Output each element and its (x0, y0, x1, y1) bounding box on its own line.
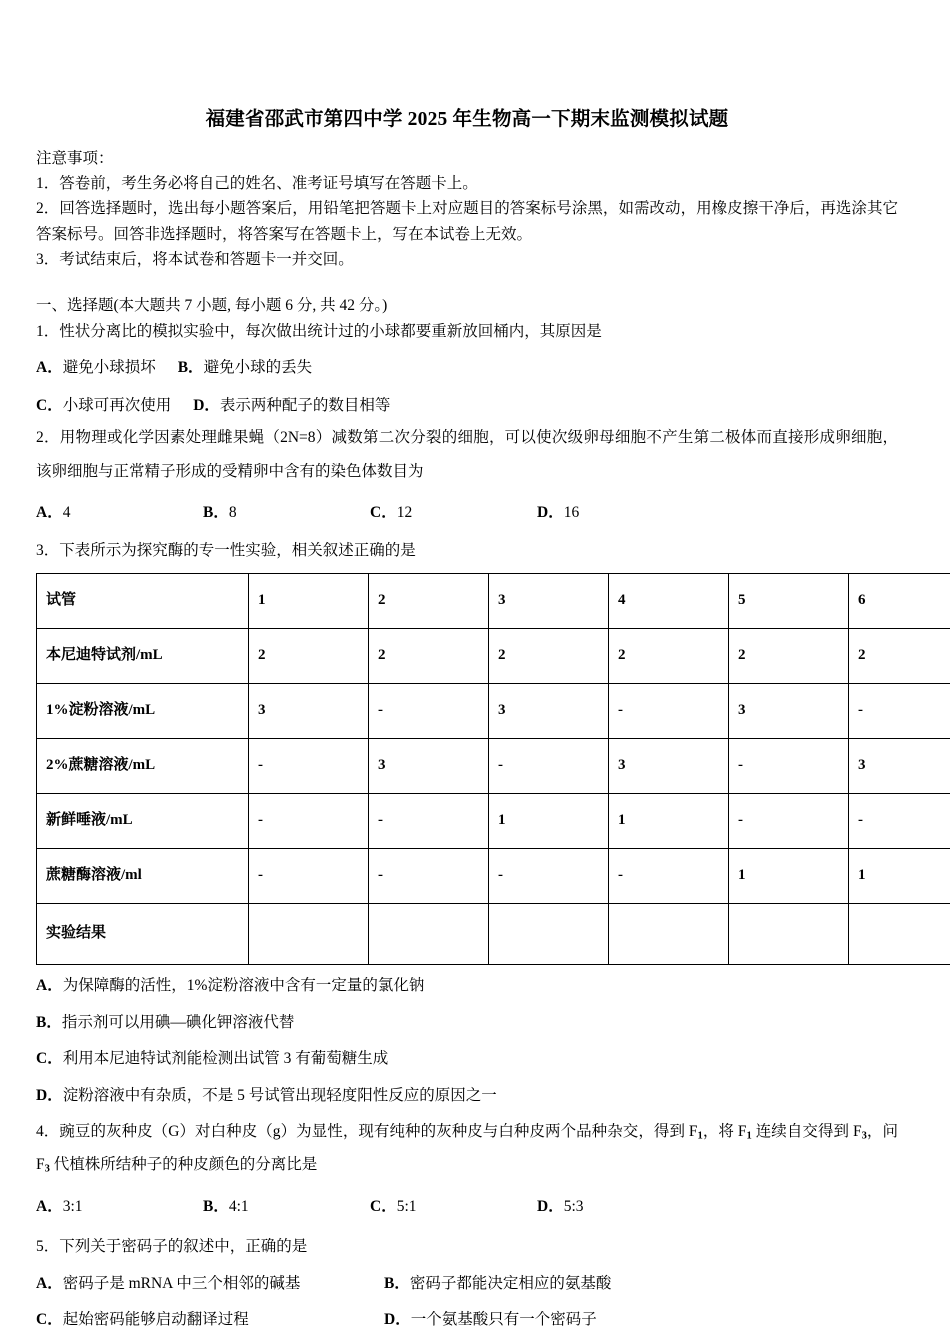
option-text: 密码子是 mRNA 中三个相邻的碱基 (62, 1274, 301, 1292)
table-cell: - (249, 848, 369, 903)
question-3-option-b-row (36, 999, 898, 1036)
question-4-number: 4． (36, 1122, 60, 1140)
question-2-option-a[interactable] (36, 501, 203, 526)
question-1-option-b[interactable] (178, 359, 312, 376)
question-3-option-a-row (36, 965, 898, 999)
table-row (37, 628, 950, 683)
notice-item-2: 2．回答选择题时，选出每小题答案后，用铅笔把答题卡上对应题目的答案标号涂黑，如需改动，用橡皮擦干净后，再选涂其它答案标号。回答非选择题时，将答案写在答题卡上，写在本试卷上无效。 (36, 200, 898, 243)
table-row-header: 2%蔗糖溶液/mL (37, 738, 249, 793)
question-3-option-a[interactable] (36, 977, 424, 994)
table-cell: 3 (489, 573, 609, 628)
table-cell: - (489, 848, 609, 903)
question-1-stem (36, 319, 898, 344)
table-row-header: 蔗糖酶溶液/ml (37, 848, 249, 903)
table-cell (249, 903, 369, 964)
question-4-text: 豌豆的灰种皮（G）对白种皮（g）为显性，现有纯种的灰种皮与白种皮两个品种杂交，得到 $F_1$，将 $F_1$ 连续自交得到 $F_3$，问 $F_3$ 代植株所结种子的种皮颜色的分离比是 (36, 1122, 898, 1175)
table-cell: - (849, 793, 950, 848)
question-2-option-d[interactable] (537, 501, 704, 526)
option-text: 一个氨基酸只有一个密码子 (410, 1311, 597, 1329)
option-label: C． (36, 1311, 63, 1329)
question-3-number: 3． (36, 541, 60, 559)
question-1-number: 1． (36, 322, 60, 340)
option-text: 小球可再次使用 (62, 397, 172, 415)
table-row-header: 新鲜唾液/mL (37, 793, 249, 848)
table-row-header: 1%淀粉溶液/mL (37, 683, 249, 738)
table-cell: - (609, 848, 729, 903)
question-1-text: 性状分离比的模拟实验中，每次做出统计过的小球都要重新放回桶内，其原因是 (59, 322, 602, 340)
section-heading-choice: 一、选择题(本大题共 7 小题, 每小题 6 分, 共 42 分。) (36, 296, 388, 314)
option-text: 8 (228, 503, 237, 521)
question-4-option-b[interactable] (203, 1195, 370, 1220)
question-1-option-c[interactable] (36, 397, 171, 414)
table-row (37, 683, 950, 738)
table-cell: 1 (249, 573, 369, 628)
question-5-options-row-2 (36, 1296, 898, 1333)
table-cell: 3 (369, 738, 489, 793)
question-3-option-c[interactable] (36, 1050, 388, 1067)
table-cell: - (729, 738, 849, 793)
table-cell (849, 903, 950, 964)
option-text: 4 (62, 503, 71, 521)
table-row-header: 本尼迪特试剂/mL (37, 628, 249, 683)
question-3-option-b[interactable] (36, 1014, 294, 1031)
table-cell (489, 903, 609, 964)
table-cell: - (249, 793, 369, 848)
question-4-stem (36, 1109, 898, 1182)
notice-heading: 注意事项： (36, 150, 114, 168)
question-2-option-b[interactable] (203, 501, 370, 526)
option-text: 淀粉溶液中有杂质，不是 5 号试管出现轻度阳性反应的原因之一 (62, 1087, 497, 1105)
option-text: 4:1 (228, 1197, 249, 1215)
table-cell: 4 (609, 573, 729, 628)
table-cell: - (369, 793, 489, 848)
table-cell: 5 (729, 573, 849, 628)
table-cell: 1 (729, 848, 849, 903)
table-row-header: 试管 (37, 573, 249, 628)
question-5-number: 5． (36, 1238, 60, 1256)
question-3-option-c-row (36, 1035, 898, 1072)
table-row (37, 738, 950, 793)
option-label: D． (193, 397, 220, 415)
table-row (37, 848, 950, 903)
table-cell: 2 (249, 628, 369, 683)
option-label: B． (177, 358, 204, 376)
question-2-text: 用物理或化学因素处理雌果蝇（2N=8）减数第二次分裂的细胞，可以使次级卵母细胞不产生第二极体而直接形成卵细胞，该卵细胞与正常精子形成的受精卵中含有的染色体数目为 (36, 429, 898, 480)
question-5-option-a[interactable] (36, 1272, 384, 1297)
option-text: 密码子都能决定相应的氨基酸 (409, 1274, 612, 1292)
option-label: B． (203, 503, 229, 521)
question-3-option-d-row (36, 1072, 898, 1109)
notice-item-1: 1．答卷前，考生务必将自己的姓名、准考证号填写在答题卡上。 (36, 175, 478, 193)
table-cell: - (849, 683, 950, 738)
question-2-option-c[interactable] (370, 501, 537, 526)
table-cell (729, 903, 849, 964)
table-row-header: 实验结果 (37, 903, 249, 964)
option-text: 指示剂可以用碘—碘化钾溶液代替 (61, 1013, 295, 1031)
generation-subscript: 1 (697, 1130, 703, 1142)
option-label: C． (36, 397, 63, 415)
question-3-option-d[interactable] (36, 1087, 497, 1104)
table-cell: - (249, 738, 369, 793)
question-3-stem (36, 526, 898, 563)
option-text: 5:1 (396, 1197, 417, 1215)
table-row (37, 573, 950, 628)
option-text: 为保障酶的活性，1%淀粉溶液中含有一定量的氯化钠 (62, 976, 425, 994)
experiment-table-wrapper (36, 563, 898, 965)
question-4-option-c[interactable] (370, 1195, 537, 1220)
question-3-text: 下表所示为探究酶的专一性实验，相关叙述正确的是 (59, 541, 416, 559)
question-5-text: 下列关于密码子的叙述中，正确的是 (59, 1238, 308, 1256)
question-2-options (36, 488, 898, 526)
table-cell (369, 903, 489, 964)
generation-subscript: 1 (746, 1130, 752, 1142)
experiment-table (36, 573, 950, 965)
option-text: 避免小球损坏 (62, 358, 156, 376)
option-label: A． (36, 1197, 63, 1215)
option-label: A． (36, 503, 63, 521)
option-label: A． (36, 976, 63, 994)
option-text: 避免小球的丢失 (203, 358, 313, 376)
option-text: 16 (563, 503, 580, 521)
option-text: 起始密码能够启动翻译过程 (62, 1311, 249, 1329)
table-cell: 3 (729, 683, 849, 738)
table-cell: 2 (849, 628, 950, 683)
question-1-options-row-2 (36, 382, 898, 421)
generation-subscript: 3 (861, 1130, 867, 1142)
option-label: A． (36, 358, 63, 376)
question-1-option-d[interactable] (193, 397, 390, 414)
option-label: A． (36, 1274, 63, 1292)
table-cell: 2 (369, 573, 489, 628)
option-label: C． (370, 503, 397, 521)
question-5-option-d[interactable] (384, 1308, 732, 1333)
generation-subscript: 3 (44, 1163, 50, 1175)
table-cell (609, 903, 729, 964)
table-cell: 1 (609, 793, 729, 848)
question-4-option-a[interactable] (36, 1195, 203, 1220)
question-2-stem (36, 421, 898, 488)
table-cell: 2 (489, 628, 609, 683)
table-row (37, 903, 950, 964)
table-cell: - (729, 793, 849, 848)
question-4-option-d[interactable] (537, 1195, 704, 1220)
table-cell: - (609, 683, 729, 738)
table-row (37, 793, 950, 848)
table-cell: 3 (489, 683, 609, 738)
question-1-options-row-1 (36, 344, 898, 383)
experiment-table-body (37, 573, 950, 964)
option-text: 利用本尼迪特试剂能检测出试管 3 有葡萄糖生成 (62, 1050, 389, 1068)
notice-block (36, 147, 898, 271)
table-cell: - (369, 683, 489, 738)
table-cell: 3 (609, 738, 729, 793)
option-label: C． (370, 1197, 397, 1215)
option-text: 表示两种配子的数目相等 (219, 397, 391, 415)
table-cell: 2 (369, 628, 489, 683)
table-cell: 1 (489, 793, 609, 848)
question-5-options-row-1 (36, 1260, 898, 1297)
option-text: 5:3 (563, 1197, 584, 1215)
question-5-option-b[interactable] (384, 1272, 732, 1297)
table-cell: 3 (849, 738, 950, 793)
question-5-option-c[interactable] (36, 1308, 384, 1333)
option-label: B． (384, 1274, 410, 1292)
page-title: 福建省邵武市第四中学 2025 年生物高一下期末监测模拟试题 (205, 109, 729, 130)
option-label: D． (384, 1311, 411, 1329)
option-label: B． (203, 1197, 229, 1215)
table-cell: - (369, 848, 489, 903)
option-text: 3:1 (62, 1197, 83, 1215)
option-label: D． (537, 1197, 564, 1215)
option-label: C． (36, 1050, 63, 1068)
question-1-option-a[interactable] (36, 359, 156, 376)
table-cell: 2 (729, 628, 849, 683)
notice-item-3: 3．考试结束后，将本试卷和答题卡一并交回。 (36, 250, 354, 268)
page-content (36, 0, 898, 1333)
question-5-stem (36, 1219, 898, 1259)
option-label: D． (537, 503, 564, 521)
question-4-options (36, 1182, 898, 1220)
table-cell: 1 (849, 848, 950, 903)
option-label: D． (36, 1087, 63, 1105)
question-2-number: 2． (36, 429, 60, 447)
table-cell: 3 (249, 683, 369, 738)
option-label: B． (36, 1013, 62, 1031)
table-cell: 6 (849, 573, 950, 628)
option-text: 12 (396, 503, 413, 521)
table-cell: - (489, 738, 609, 793)
table-cell: 2 (609, 628, 729, 683)
